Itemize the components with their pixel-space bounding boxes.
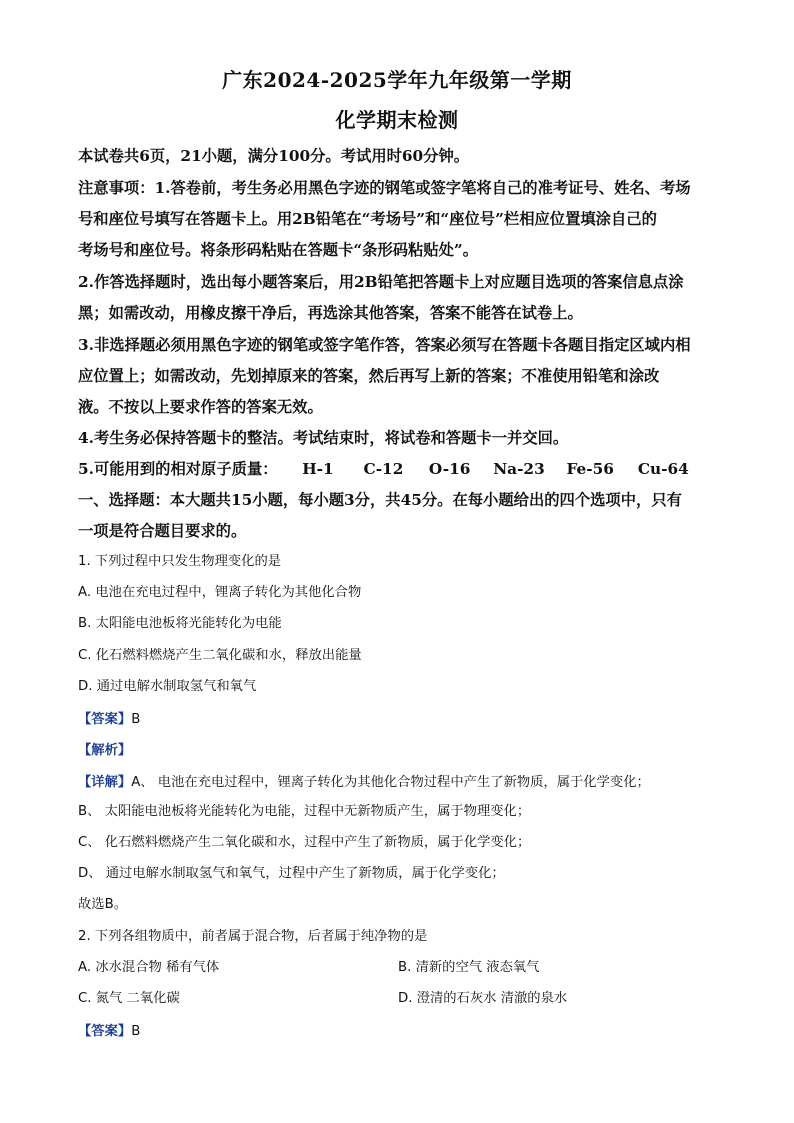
atomic-mass-line <box>78 459 728 479</box>
q2-stem: 2. 下列各组物质中，前者属于混合物，后者属于纯净物的是 <box>78 929 428 944</box>
q1-detail-line-3: C、 化石燃料燃烧产生二氧化碳和水，过程中产生了新物质，属于化学变化； <box>78 835 531 850</box>
note-3-line-1: 3.非选择题必须用黑色字迹的钢笔或签字笔作答，答案必须写在答题卡各题目指定区域内相 <box>78 336 691 354</box>
q2-option-d: D. 澄清的石灰水 清澈的泉水 <box>398 991 568 1006</box>
note-1-line-3: 考场号和座位号。将条形码粘贴在答题卡“条形码粘贴处”。 <box>78 241 479 259</box>
q1-answer <box>78 708 728 730</box>
exam-intro: 本试卷共6页，21小题，满分100分。考试用时60分钟。 <box>78 147 470 165</box>
detail-tag: 【详解】 <box>78 775 132 790</box>
atomic-mass-label: 5.可能用到的相对原子质量： <box>78 460 278 478</box>
q1-analysis <box>78 739 728 761</box>
q2-answer <box>78 1020 728 1042</box>
q1-detail-line-1: 【详解】A、 电池在充电过程中，锂离子转化为其他化合物过程中产生了新物质，属于化学变化； <box>78 775 650 790</box>
q1-option-c: C. 化石燃料燃烧产生二氧化碳和水，释放出能量 <box>78 648 362 663</box>
q1-detail-line-2: B、 太阳能电池板将光能转化为电能，过程中无新物质产生，属于物理变化； <box>78 804 531 819</box>
answer-tag: 【答案】 <box>78 712 132 727</box>
atomic-mass-c: C-12 <box>363 460 404 478</box>
note-1-line-1: 注意事项：1.答卷前，考生务必用黑色字迹的钢笔或签字笔将自己的准考证号、姓名、考场 <box>78 179 691 197</box>
answer-value: B <box>131 1024 141 1039</box>
note-2-line-1: 2.作答选择题时，选出每小题答案后，用2B铅笔把答题卡上对应题目选项的答案信息点涂 <box>78 273 684 291</box>
section-heading-line-2: 一项是符合题目要求的。 <box>78 522 247 540</box>
atomic-mass-fe: Fe-56 <box>566 460 614 478</box>
note-3-line-3: 液。不按以上要求作答的答案无效。 <box>78 398 323 416</box>
note-2-line-2: 黑；如需改动，用橡皮擦干净后，再选涂其他答案，答案不能答在试卷上。 <box>78 304 583 322</box>
q1-option-b: B. 太阳能电池板将光能转化为电能 <box>78 616 282 631</box>
analysis-tag: 【解析】 <box>78 743 132 758</box>
q1-detail-line-4: D、 通过电解水制取氢气和氧气，过程中产生了新物质，属于化学变化； <box>78 866 505 881</box>
atomic-mass-h: H-1 <box>302 460 334 478</box>
q1-conclusion: 故选B。 <box>78 897 128 912</box>
q2-option-c: C. 氮气 二氧化碳 <box>78 991 180 1006</box>
atomic-mass-cu: Cu-64 <box>637 460 689 478</box>
page-title: 广东2024-2025学年九年级第一学期 <box>222 68 572 92</box>
atomic-mass-na: Na-23 <box>493 460 545 478</box>
atomic-mass-o: O-16 <box>428 460 471 478</box>
q2-option-a: A. 冰水混合物 稀有气体 <box>78 960 220 975</box>
q2-option-b: B. 清新的空气 液态氧气 <box>398 960 540 975</box>
answer-value: B <box>131 712 141 727</box>
q1-option-a: A. 电池在充电过程中，锂离子转化为其他化合物 <box>78 585 362 600</box>
q1-stem: 1. 下列过程中只发生物理变化的是 <box>78 554 282 569</box>
page-subtitle: 化学期末检测 <box>335 108 459 132</box>
answer-tag: 【答案】 <box>78 1024 132 1039</box>
note-3-line-2: 应位置上；如需改动，先划掉原来的答案，然后再写上新的答案；不准使用铅笔和涂改 <box>78 367 660 385</box>
section-heading-line-1: 一、选择题：本大题共15小题，每小题3分，共45分。在每小题给出的四个选项中，只有 <box>78 491 682 509</box>
note-4: 4.考生务必保持答题卡的整洁。考试结束时，将试卷和答题卡一并交回。 <box>78 429 569 447</box>
q1-option-d: D. 通过电解水制取氢气和氧气 <box>78 679 257 694</box>
note-1-line-2: 号和座位号填写在答题卡上。用2B铅笔在“考场号”和“座位号”栏相应位置填涂自己的 <box>78 210 657 228</box>
